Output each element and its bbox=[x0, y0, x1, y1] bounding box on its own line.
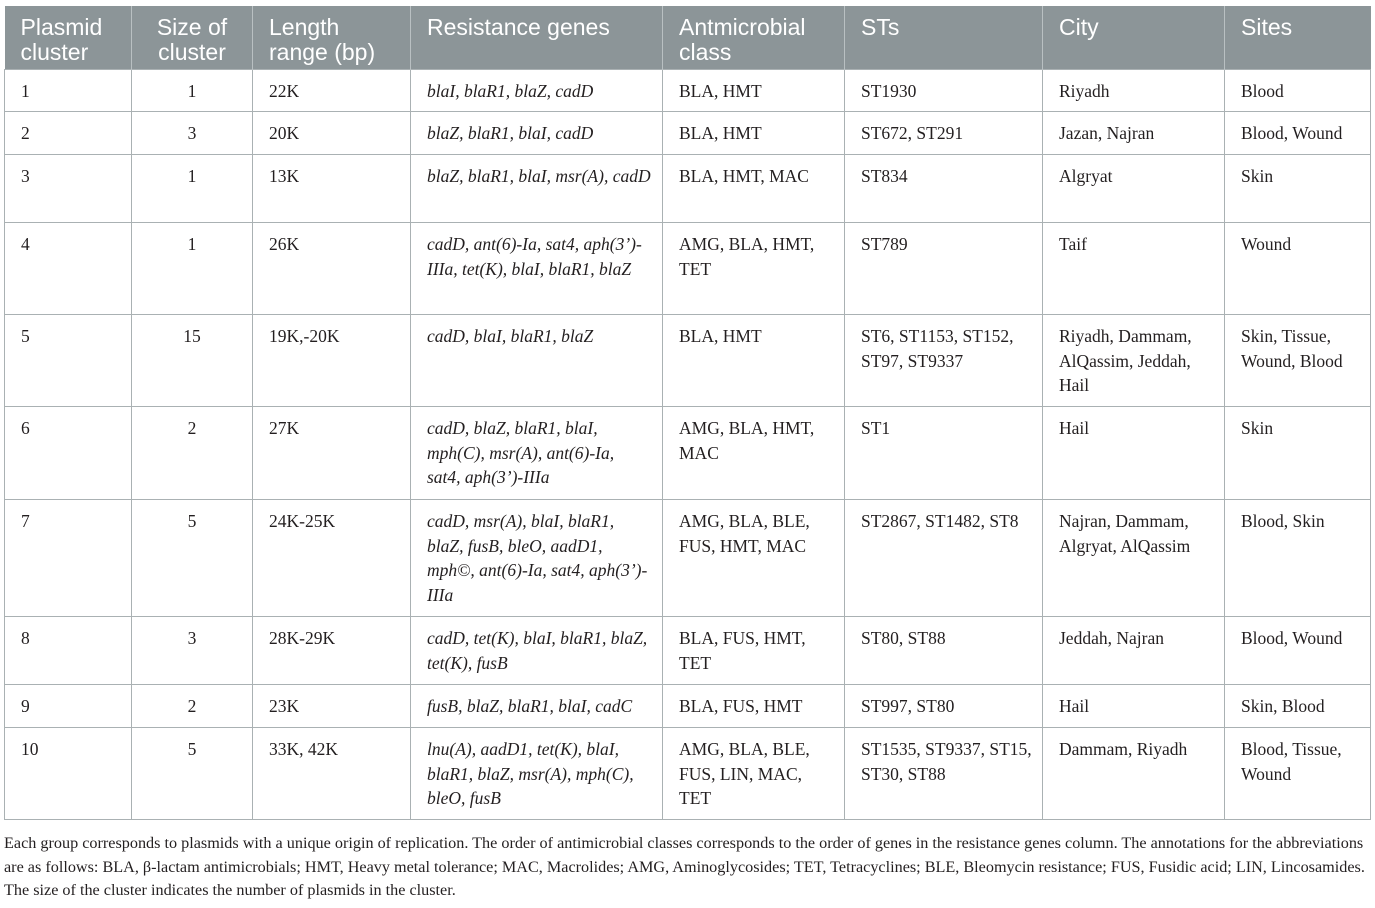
cell-cluster: 3 bbox=[5, 155, 132, 223]
cell-sts: ST997, ST80 bbox=[845, 685, 1043, 728]
cell-cluster: 2 bbox=[5, 112, 132, 155]
header-city: City bbox=[1043, 6, 1225, 70]
cell-cluster: 5 bbox=[5, 315, 132, 407]
cell-length: 13K bbox=[253, 155, 411, 223]
cell-genes: cadD, ant(6)-Ia, sat4, aph(3’)-IIIa, tet(K), blaI, blaR1, blaZ bbox=[411, 223, 663, 315]
cell-sts: ST1930 bbox=[845, 70, 1043, 112]
cell-size: 2 bbox=[132, 685, 253, 728]
cell-cluster: 6 bbox=[5, 407, 132, 500]
header-sts: STs bbox=[845, 6, 1043, 70]
cell-size: 1 bbox=[132, 223, 253, 315]
cell-sites: Skin bbox=[1225, 407, 1371, 500]
cell-length: 33K, 42K bbox=[253, 728, 411, 820]
table-row bbox=[5, 685, 1371, 728]
cell-sts: ST80, ST88 bbox=[845, 617, 1043, 685]
cell-cluster: 10 bbox=[5, 728, 132, 820]
cell-genes: cadD, blaI, blaR1, blaZ bbox=[411, 315, 663, 407]
table-row bbox=[5, 407, 1371, 500]
cell-city: Taif bbox=[1043, 223, 1225, 315]
cell-sites: Skin, Tissue, Wound, Blood bbox=[1225, 315, 1371, 407]
cell-class: AMG, BLA, HMT, MAC bbox=[663, 407, 845, 500]
cell-size: 3 bbox=[132, 112, 253, 155]
table-row bbox=[5, 500, 1371, 617]
cell-size: 5 bbox=[132, 728, 253, 820]
header-length-range: Length range (bp) bbox=[253, 6, 411, 70]
plasmid-table-container bbox=[4, 6, 1370, 820]
cell-length: 26K bbox=[253, 223, 411, 315]
plasmid-cluster-table bbox=[4, 6, 1371, 820]
table-row bbox=[5, 315, 1371, 407]
cell-class: AMG, BLA, HMT, TET bbox=[663, 223, 845, 315]
cell-length: 24K-25K bbox=[253, 500, 411, 617]
cell-city: Riyadh bbox=[1043, 70, 1225, 112]
cell-sites: Blood, Tissue, Wound bbox=[1225, 728, 1371, 820]
cell-length: 22K bbox=[253, 70, 411, 112]
table-header bbox=[5, 6, 1371, 70]
header-plasmid-cluster: Plasmid cluster bbox=[5, 6, 132, 70]
cell-class: BLA, HMT, MAC bbox=[663, 155, 845, 223]
cell-city: Algryat bbox=[1043, 155, 1225, 223]
cell-size: 3 bbox=[132, 617, 253, 685]
cell-genes: blaZ, blaR1, blaI, msr(A), cadD bbox=[411, 155, 663, 223]
header-row bbox=[5, 6, 1371, 70]
cell-length: 28K-29K bbox=[253, 617, 411, 685]
cell-class: AMG, BLA, BLE, FUS, LIN, MAC, TET bbox=[663, 728, 845, 820]
cell-class: BLA, HMT bbox=[663, 112, 845, 155]
cell-sts: ST789 bbox=[845, 223, 1043, 315]
cell-class: BLA, FUS, HMT bbox=[663, 685, 845, 728]
cell-genes: cadD, tet(K), blaI, blaR1, blaZ, tet(K), fusB bbox=[411, 617, 663, 685]
cell-length: 23K bbox=[253, 685, 411, 728]
cell-genes: blaZ, blaR1, blaI, cadD bbox=[411, 112, 663, 155]
table-row bbox=[5, 728, 1371, 820]
cell-class: BLA, HMT bbox=[663, 70, 845, 112]
cell-class: AMG, BLA, BLE, FUS, HMT, MAC bbox=[663, 500, 845, 617]
cell-sites: Blood, Skin bbox=[1225, 500, 1371, 617]
header-antimicrobial-class: Antmicrobial class bbox=[663, 6, 845, 70]
cell-length: 19K,-20K bbox=[253, 315, 411, 407]
cell-length: 27K bbox=[253, 407, 411, 500]
cell-class: BLA, FUS, HMT, TET bbox=[663, 617, 845, 685]
cell-city: Jeddah, Najran bbox=[1043, 617, 1225, 685]
cell-city: Hail bbox=[1043, 685, 1225, 728]
cell-sts: ST1 bbox=[845, 407, 1043, 500]
cell-size: 15 bbox=[132, 315, 253, 407]
cell-cluster: 8 bbox=[5, 617, 132, 685]
cell-cluster: 4 bbox=[5, 223, 132, 315]
cell-size: 5 bbox=[132, 500, 253, 617]
cell-genes: cadD, msr(A), blaI, blaR1, blaZ, fusB, bleO, aadD1, mph©, ant(6)-Ia, sat4, aph(3’)-IIIa bbox=[411, 500, 663, 617]
cell-cluster: 7 bbox=[5, 500, 132, 617]
cell-sites: Wound bbox=[1225, 223, 1371, 315]
header-sites: Sites bbox=[1225, 6, 1371, 70]
cell-sts: ST2867, ST1482, ST8 bbox=[845, 500, 1043, 617]
cell-city: Riyadh, Dammam, AlQassim, Jeddah, Hail bbox=[1043, 315, 1225, 407]
cell-city: Dammam, Riyadh bbox=[1043, 728, 1225, 820]
cell-sites: Skin bbox=[1225, 155, 1371, 223]
cell-size: 1 bbox=[132, 155, 253, 223]
cell-cluster: 1 bbox=[5, 70, 132, 112]
cell-sts: ST6, ST1153, ST152, ST97, ST9337 bbox=[845, 315, 1043, 407]
cell-class: BLA, HMT bbox=[663, 315, 845, 407]
cell-sites: Blood, Wound bbox=[1225, 617, 1371, 685]
cell-length: 20K bbox=[253, 112, 411, 155]
cell-city: Najran, Dammam, Algryat, AlQassim bbox=[1043, 500, 1225, 617]
header-resistance-genes: Resistance genes bbox=[411, 6, 663, 70]
cell-genes: fusB, blaZ, blaR1, blaI, cadC bbox=[411, 685, 663, 728]
table-footnote: Each group corresponds to plasmids with a unique origin of replication. The order of antimicrobial classes corresponds to the order of genes in the resistance genes column. The annotations for the abbreviations are as follows: BLA, β-lactam antimicrobials; HMT, Heavy metal tolerance; MAC, Macrolides; AMG, Aminoglycosides; TET, Tetracyclines; BLE, Bleomycin resistance; FUS, Fusidic acid; LIN, Lincosamides. The size of the cluster indicates the number of plasmids in the cluster. bbox=[4, 834, 1365, 899]
cell-sts: ST834 bbox=[845, 155, 1043, 223]
cell-genes: cadD, blaZ, blaR1, blaI, mph(C), msr(A), ant(6)-Ia, sat4, aph(3’)-IIIa bbox=[411, 407, 663, 500]
cell-sts: ST1535, ST9337, ST15, ST30, ST88 bbox=[845, 728, 1043, 820]
cell-sites: Blood bbox=[1225, 70, 1371, 112]
cell-genes: blaI, blaR1, blaZ, cadD bbox=[411, 70, 663, 112]
cell-cluster: 9 bbox=[5, 685, 132, 728]
table-row bbox=[5, 223, 1371, 315]
cell-size: 2 bbox=[132, 407, 253, 500]
table-row bbox=[5, 155, 1371, 223]
cell-sts: ST672, ST291 bbox=[845, 112, 1043, 155]
table-body bbox=[5, 70, 1371, 820]
cell-genes: lnu(A), aadD1, tet(K), blaI, blaR1, blaZ, msr(A), mph(C), bleO, fusB bbox=[411, 728, 663, 820]
table-row bbox=[5, 70, 1371, 112]
cell-sites: Skin, Blood bbox=[1225, 685, 1371, 728]
table-row bbox=[5, 617, 1371, 685]
cell-size: 1 bbox=[132, 70, 253, 112]
cell-sites: Blood, Wound bbox=[1225, 112, 1371, 155]
header-size-of-cluster: Size of cluster bbox=[132, 6, 253, 70]
table-row bbox=[5, 112, 1371, 155]
cell-city: Hail bbox=[1043, 407, 1225, 500]
cell-city: Jazan, Najran bbox=[1043, 112, 1225, 155]
